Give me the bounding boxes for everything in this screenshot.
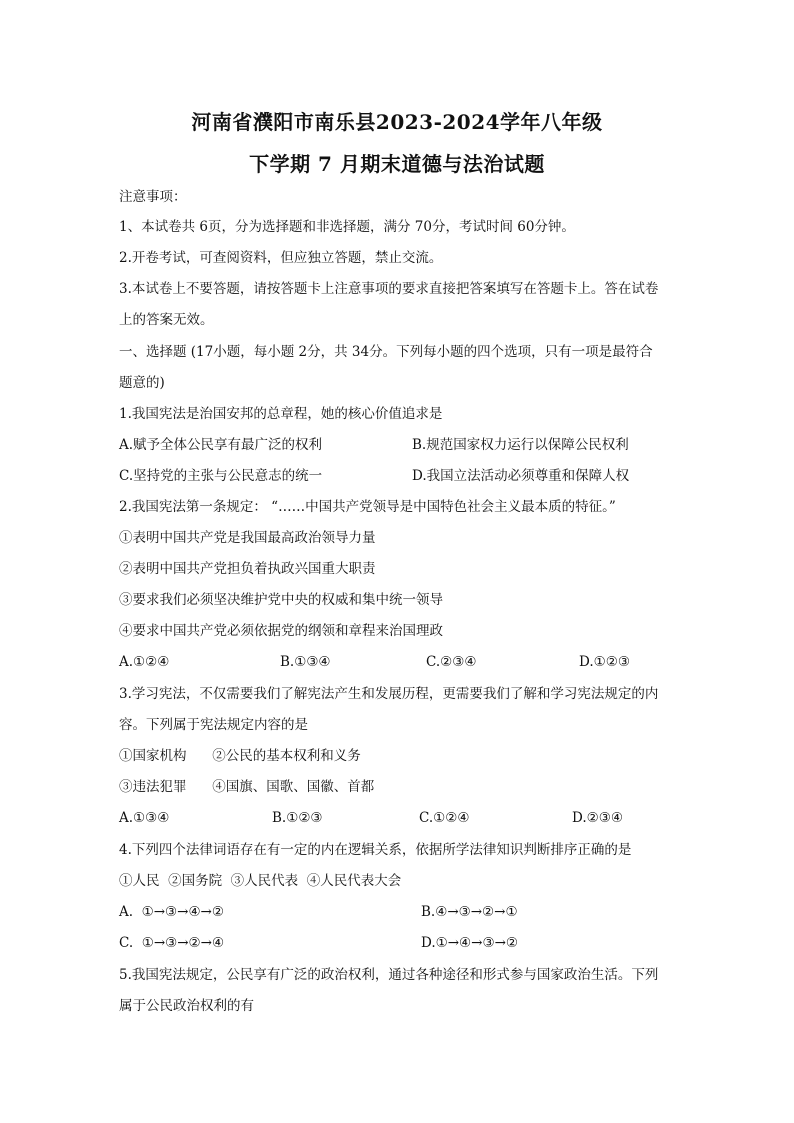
section-heading-line1: 一、选择题 (17小题，每小题 2分，共 34分。下列每小题的四个选项，只有一项是最符合 — [119, 344, 653, 360]
q4-option-a: A. ①→③→④→② — [119, 904, 224, 920]
q1-stem: 1.我国宪法是治国安邦的总章程，她的核心价值追求是 — [119, 406, 443, 422]
exam-title-line2: 下学期 7 月期末道德与法治试题 — [249, 152, 545, 176]
q2-statement-2: ②表明中国共产党担负着执政兴国重大职责 — [119, 561, 376, 577]
q3-items-row1: ①国家机构 ②公民的基本权利和义务 — [119, 748, 361, 764]
q4-stem: 4.下列四个法律词语存在有一定的内在逻辑关系，依据所学法律知识判断排序正确的是 — [119, 842, 632, 858]
q1-option-c: C.坚持党的主张与公民意志的统一 — [119, 468, 323, 484]
q5-stem-line2: 属于公民政治权利的有 — [119, 998, 254, 1014]
q3-items-row2: ③违法犯罪 ④国旗、国歌、国徽、首都 — [119, 779, 375, 795]
notice-item-2: 2.开卷考试，可查阅资料，但应独立答题，禁止交流。 — [119, 250, 443, 266]
q2-option-b: B.①③④ — [280, 654, 331, 670]
q4-option-c: C. ①→③→②→④ — [119, 935, 225, 951]
notice-item-3-line2: 上的答案无效。 — [119, 312, 214, 328]
section-heading-line2: 题意的) — [119, 375, 165, 391]
q4-items: ①人民 ②国务院 ③人民代表 ④人民代表大会 — [119, 873, 402, 889]
notice-item-3-line1: 3.本试卷上不要答题，请按答题卡上注意事项的要求直接把答案填写在答题卡上。答在试卷 — [119, 281, 659, 297]
q3-option-d: D.②③④ — [572, 810, 623, 826]
q3-stem-line2: 容。下列属于宪法规定内容的是 — [119, 717, 308, 733]
q2-option-d: D.①②③ — [579, 654, 630, 670]
q2-option-c: C.②③④ — [426, 654, 477, 670]
q2-option-a: A.①②④ — [119, 654, 170, 670]
q3-option-a: A.①③④ — [119, 810, 170, 826]
q4-option-d: D.①→④→③→② — [421, 935, 518, 951]
exam-title-line1: 河南省濮阳市南乐县2023-2024学年八年级 — [191, 110, 603, 134]
q1-option-a: A.赋予全体公民享有最广泛的权利 — [119, 437, 323, 453]
q2-statement-3: ③要求我们必须坚决维护党中央的权威和集中统一领导 — [119, 592, 443, 608]
q3-stem-line1: 3.学习宪法，不仅需要我们了解宪法产生和发展历程，更需要我们了解和学习宪法规定的内 — [119, 686, 659, 702]
q3-option-c: C.①②④ — [419, 810, 470, 826]
q5-stem-line1: 5.我国宪法规定，公民享有广泛的政治权利，通过各种途径和形式参与国家政治生活。下列 — [119, 967, 659, 983]
notice-heading: 注意事项： — [119, 189, 187, 205]
q2-stem: 2.我国宪法第一条规定： “……中国共产党领导是中国特色社会主义最本质的特征。” — [119, 499, 616, 515]
notice-item-1: 1、本试卷共 6页，分为选择题和非选择题，满分 70分，考试时间 60分钟。 — [119, 219, 575, 235]
q4-option-b: B.④→③→②→① — [421, 904, 518, 920]
q1-option-b: B.规范国家权力运行以保障公民权利 — [412, 437, 629, 453]
q3-option-b: B.①②③ — [272, 810, 323, 826]
q1-option-d: D.我国立法活动必须尊重和保障人权 — [412, 468, 630, 484]
q2-statement-1: ①表明中国共产党是我国最高政治领导力量 — [119, 530, 376, 546]
q2-statement-4: ④要求中国共产党必须依据党的纲领和章程来治国理政 — [119, 623, 443, 639]
